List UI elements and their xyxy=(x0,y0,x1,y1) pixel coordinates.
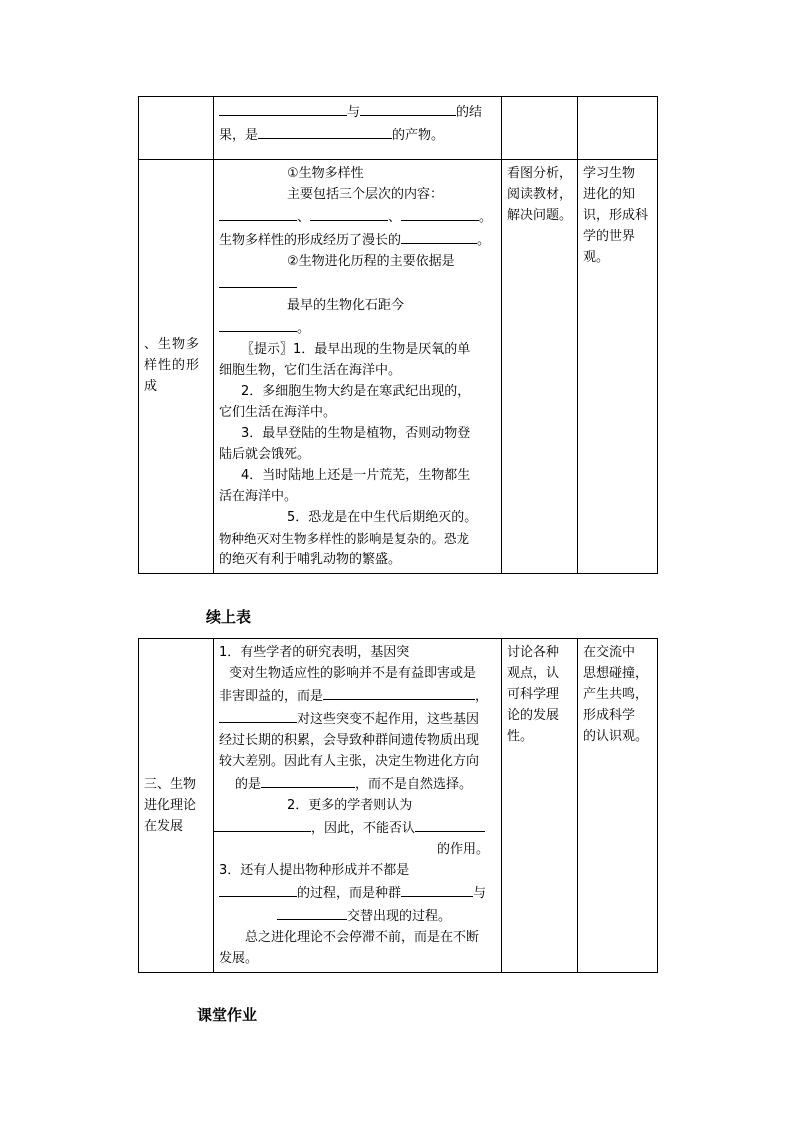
lesson-table-1 xyxy=(138,96,658,574)
section-title: 、生物多样性的形成 xyxy=(144,336,201,394)
table1-main-row xyxy=(139,160,658,574)
content-cell: 1．有些学者的研究表明，基因突 变对生物适应性的影响并不是有益即害或是 非害即益的，而是 ， 对这些突变不起作用，这些基因 经过长期的积累，会导致种群间遗传物质出现 较大差别。因此有人主张，决定生物进化方向 的是 ，而不是自然选择。 2．更多的学者则认为 ，因此，不能否认 的作用。 3．还有人提出物种形成并不都是 的过程，而是种群 与 交替出现的过程。 总之进化理论不会停滞不前，而是在不断 发展。 xyxy=(214,639,502,973)
section-title-cell xyxy=(139,160,214,574)
content-cell: ①生物多样性 主要包括三个层次的内容： 、 、 。 生物多样性的形成经历了漫长的 。 ②生物进化历程的主要依据是 最早的生物化石距今 。 〖提示〗1．最早出现的生物是厌氧的单 细胞生物，它们生活在海洋中。 2．多细胞生物大约是在寒武纪出现的， 它们生活在海洋中。 3．最早登陆的生物是植物，否则动物登 陆后就会饿死。 4．当时陆地上还是一片荒芜，生物都生 活在海洋中。 5．恐龙是在中生代后期绝灭的。 物种绝灭对生物多样性的影响是复杂的。恐龙 的绝灭有利于哺乳动物的繁盛。 xyxy=(214,160,502,574)
blank xyxy=(219,205,297,221)
blank xyxy=(415,816,485,832)
method-cell: 讨论各种 观点，认 可科学理 论的发展 性。 xyxy=(502,639,578,973)
blank xyxy=(213,816,311,832)
blank xyxy=(258,123,392,139)
blank xyxy=(219,100,347,116)
homework-heading: 课堂作业 xyxy=(197,1006,258,1024)
blank xyxy=(323,684,475,700)
blank xyxy=(219,881,297,897)
goal-cell: 在交流中 思想碰撞， 产生共鸣， 形成科学 的认识观。 xyxy=(578,639,658,973)
blank xyxy=(219,707,297,723)
blank xyxy=(360,100,456,116)
section-title-cell: 三、生物 进化理论 在发展 xyxy=(139,639,214,973)
continue-heading: 续上表 xyxy=(206,608,252,626)
blank xyxy=(219,272,297,288)
table1-top-col4 xyxy=(578,97,658,160)
table2-row xyxy=(139,639,658,973)
blank xyxy=(401,228,477,244)
table1-top-col1 xyxy=(139,97,214,160)
table1-top-row xyxy=(139,97,658,160)
blank xyxy=(261,772,355,788)
blank xyxy=(219,316,297,332)
lesson-table-2 xyxy=(138,638,658,973)
table1-top-content: 与 的结 果，是 的产物。 xyxy=(214,97,502,160)
table1-top-col3 xyxy=(502,97,578,160)
goal-cell: 学习生物 进化的知 识，形成科 学的世界 观。 xyxy=(578,160,658,574)
blank xyxy=(401,205,479,221)
blank xyxy=(277,904,347,920)
method-cell: 看图分析， 阅读教材， 解决问题。 xyxy=(502,160,578,574)
blank xyxy=(310,205,388,221)
blank xyxy=(401,881,473,897)
